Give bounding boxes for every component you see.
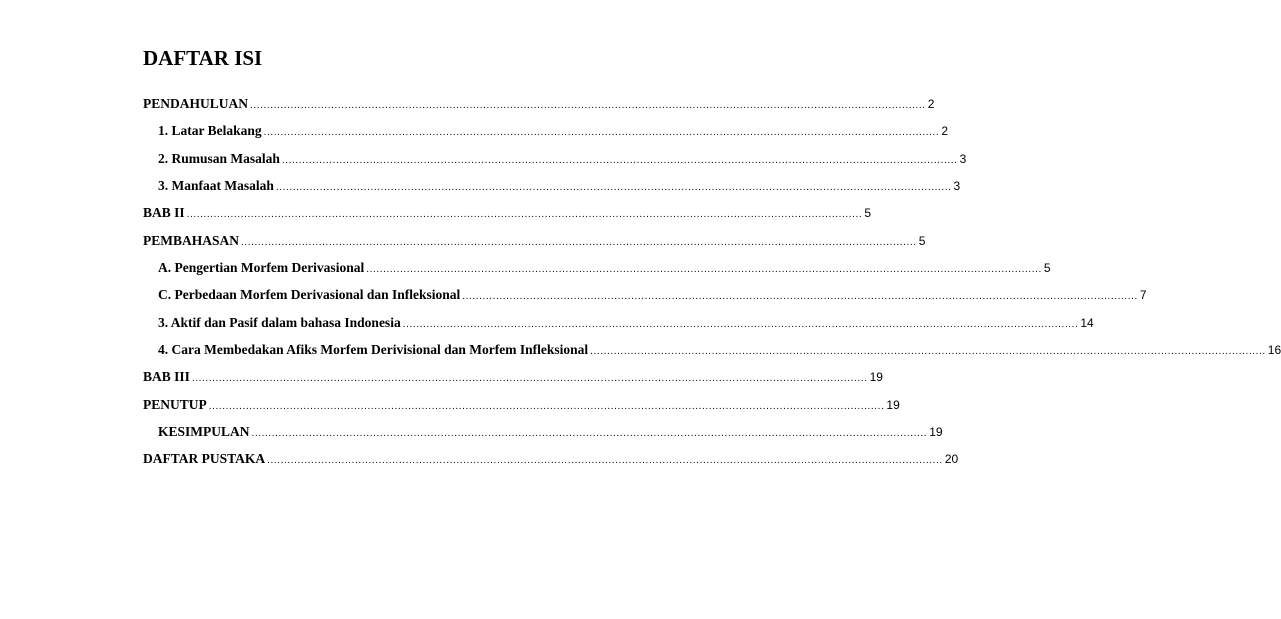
toc-page-number: 5 — [1043, 260, 1051, 275]
page-title: DAFTAR ISI — [143, 46, 263, 70]
toc-entry-label: PENDAHULUAN — [143, 96, 249, 111]
dot-leader: ........................................................................................................................................................................................................ — [402, 318, 1079, 330]
toc-page-number: 2 — [927, 97, 935, 111]
toc-entry-rumusan-masalah[interactable] — [143, 145, 967, 172]
toc-entry-label: C. Perbedaan Morfem Derivasional dan Infleksional — [158, 287, 461, 303]
toc-page-number: 19 — [929, 424, 943, 439]
dot-leader: ........................................................................................................................................................................................................ — [366, 263, 1042, 275]
toc-entry-label: 1. Latar Belakang — [158, 123, 262, 139]
toc-page-number: 3 — [959, 151, 967, 166]
toc-entry-penutup[interactable] — [143, 391, 900, 418]
toc-entry-label: KESIMPULAN — [158, 423, 250, 439]
toc-page-number: 19 — [869, 370, 883, 385]
toc-entry-label: BAB III — [143, 369, 190, 385]
toc-entry-daftar-pustaka[interactable] — [143, 445, 959, 472]
toc-entry-label: PENUTUP — [143, 396, 207, 412]
toc-entry-label: 3. Aktif dan Pasif dalam bahasa Indonesia — [158, 314, 401, 330]
toc-entry-perbedaan-morfem[interactable] — [143, 281, 1147, 308]
toc-entry-manfaat-masalah[interactable] — [143, 172, 961, 199]
table-of-contents — [143, 90, 1281, 473]
toc-page-number: 7 — [1139, 288, 1147, 303]
toc-entry-pengertian-morfem[interactable] — [143, 254, 1051, 281]
dot-leader: ........................................................................................................................................................................................................ — [275, 181, 952, 193]
toc-entry-bab-ii[interactable] — [143, 199, 871, 226]
toc-entry-aktif-pasif[interactable] — [143, 309, 1094, 336]
toc-entry-bab-iii[interactable] — [143, 363, 883, 390]
toc-entry-label: 2. Rumusan Masalah — [158, 150, 280, 166]
toc-entry-label: BAB II — [143, 205, 185, 221]
toc-entry-cara-membedakan[interactable] — [143, 336, 1281, 363]
dot-leader: ........................................................................................................................................................................................................ — [462, 291, 1138, 303]
toc-page-number: 2 — [941, 124, 948, 139]
dot-leader: ........................................................................................................................................................................................................ — [251, 427, 928, 439]
toc-entry-label: A. Pengertian Morfem Derivasional — [158, 259, 365, 275]
toc-page-number: 3 — [953, 178, 961, 193]
dot-leader: ........................................................................................................................................................................................................ — [208, 400, 885, 412]
toc-page-number: 5 — [864, 206, 871, 221]
dot-leader: ........................................................................................................................................................................................................ — [191, 373, 868, 385]
toc-page-number: 19 — [886, 397, 900, 412]
dot-leader: ........................................................................................................................................................................................................ — [250, 100, 926, 111]
toc-entry-pendahuluan[interactable] — [143, 90, 935, 117]
toc-entry-label: DAFTAR PUSTAKA — [143, 451, 266, 467]
dot-leader: ........................................................................................................................................................................................................ — [281, 154, 958, 166]
dot-leader: ........................................................................................................................................................................................................ — [267, 455, 943, 467]
dot-leader: ........................................................................................................................................................................................................ — [241, 236, 917, 248]
dot-leader: ........................................................................................................................................................................................................ — [590, 345, 1266, 357]
toc-entry-pembahasan[interactable] — [143, 227, 926, 254]
toc-entry-label: PEMBAHASAN — [143, 232, 240, 248]
toc-page-number: 16 — [1267, 342, 1281, 357]
toc-entry-kesimpulan[interactable] — [143, 418, 943, 445]
toc-page-number: 14 — [1080, 315, 1094, 330]
toc-entry-label: 4. Cara Membedakan Afiks Morfem Derivisional dan Morfem Infleksional — [158, 341, 589, 357]
toc-entry-latar-belakang[interactable] — [143, 117, 948, 144]
toc-page-number: 20 — [944, 452, 959, 467]
dot-leader: ........................................................................................................................................................................................................ — [186, 209, 863, 221]
dot-leader: ........................................................................................................................................................................................................ — [263, 127, 940, 139]
toc-entry-label: 3. Manfaat Masalah — [158, 177, 274, 193]
toc-page-number: 5 — [918, 233, 926, 248]
